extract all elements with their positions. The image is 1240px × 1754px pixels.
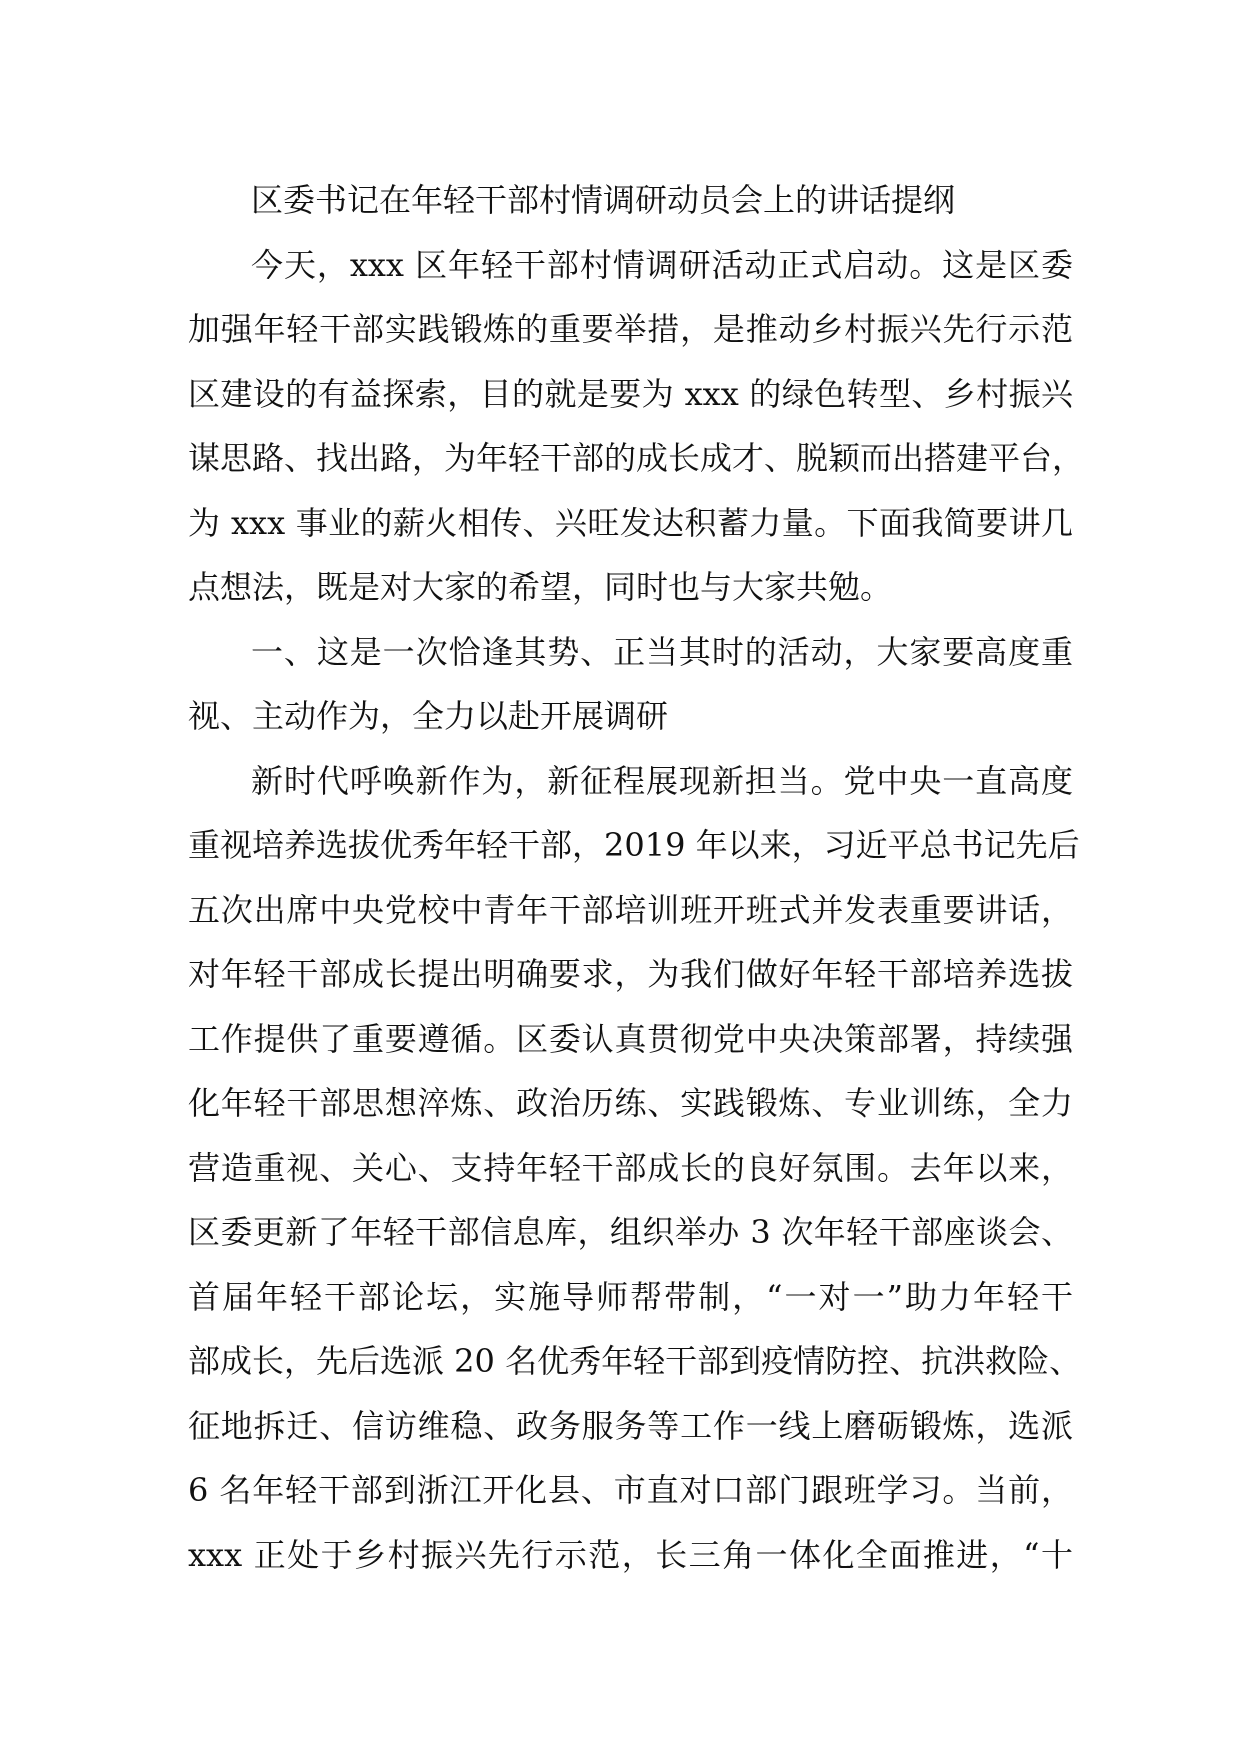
paragraph-line: 点想法，既是对大家的希望，同时也与大家共勉。 [188, 568, 893, 606]
paragraph-line: 首届年轻干部论坛，实施导师帮带制，“一对一”助力年轻干 [188, 1277, 1073, 1316]
paragraph-line: 征地拆迁、信访维稳、政务服务等工作一线上磨砺锻炼，选派 [188, 1406, 1073, 1445]
paragraph-line: 谋思路、找出路，为年轻干部的成长成才、脱颖而出搭建平台， [188, 439, 1085, 477]
paragraph-line: 五次出席中央党校中青年干部培训班开班式并发表重要讲话， [188, 890, 1073, 929]
paragraph-line: 对年轻干部成长提出明确要求，为我们做好年轻干部培养选拔 [188, 955, 1073, 993]
paragraph-line: 重视培养选拔优秀年轻干部，2019 年以来，习近平总书记先后 [188, 826, 1080, 864]
paragraph-line: 区建设的有益探索，目的就是要为 xxx 的绿色转型、乡村振兴 [188, 374, 1073, 413]
paragraph-line: 为 xxx 事业的薪火相传、兴旺发达积蓄力量。下面我简要讲几 [188, 503, 1073, 542]
paragraph-line: 工作提供了重要遵循。区委认真贯彻党中央决策部署，持续强 [188, 1019, 1073, 1058]
paragraph-line: 区委更新了年轻干部信息库，组织举办 3 次年轻干部座谈会、 [188, 1213, 1073, 1251]
paragraph-line: 加强年轻干部实践锻炼的重要举措，是推动乡村振兴先行示范 [188, 310, 1073, 348]
document-body [188, 168, 1088, 1587]
paragraph-line: 6 名年轻干部到浙江开化县、市直对口部门跟班学习。当前， [188, 1471, 1073, 1509]
document-title: 区委书记在年轻干部村情调研动员会上的讲话提纲 [251, 181, 956, 219]
paragraph-line: xxx 正处于乡村振兴先行示范，长三角一体化全面推进，“十 [188, 1535, 1073, 1574]
section-heading-line: 视、主动作为，全力以赴开展调研 [188, 697, 669, 735]
paragraph-line: 今天，xxx 区年轻干部村情调研活动正式启动。这是区委 [251, 245, 1073, 284]
paragraph-line: 部成长，先后选派 20 名优秀年轻干部到疫情防控、抗洪救险、 [188, 1342, 1082, 1380]
section-heading-line: 一、这是一次恰逢其势、正当其时的活动，大家要高度重 [251, 632, 1073, 671]
paragraph-line: 营造重视、关心、支持年轻干部成长的良好氛围。去年以来， [188, 1148, 1073, 1187]
paragraph-line: 化年轻干部思想淬炼、政治历练、实践锻炼、专业训练，全力 [188, 1084, 1073, 1122]
paragraph-line: 新时代呼唤新作为，新征程展现新担当。党中央一直高度 [251, 761, 1073, 800]
